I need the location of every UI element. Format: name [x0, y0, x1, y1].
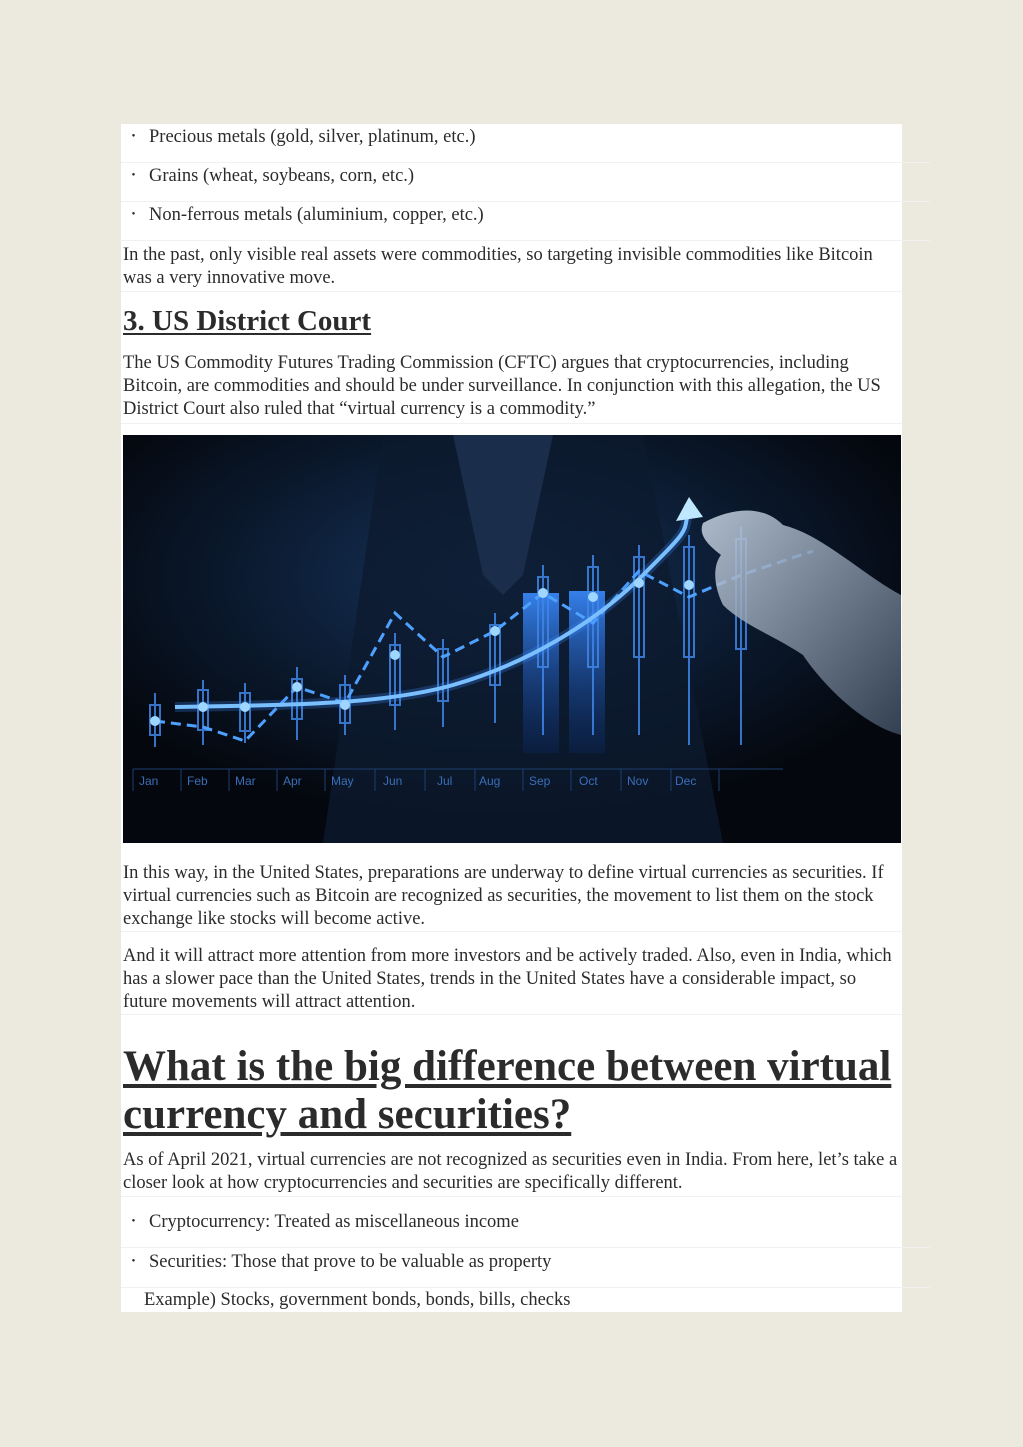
section-heading: 3. US District Court	[123, 305, 372, 337]
list-item: ･ Precious metals (gold, silver, platinum, etc.)	[121, 126, 930, 163]
paragraph: As of April 2021, virtual currencies are not recognized as securities even in India. From here, let’s take a closer look at how cryptocurrencies and securities are specifically different.	[121, 1149, 902, 1197]
bullet-icon: ･	[130, 1255, 137, 1270]
paragraph: In this way, in the United States, preparations are underway to define virtual currencies as securities. If virtual currencies such as Bitcoin are recognized as securities, the movement to list them on the stock exchange like stocks will become active.	[121, 862, 902, 932]
bullet-icon: ･	[130, 1215, 137, 1230]
bullet-icon: ･	[130, 130, 137, 145]
month-label: Sep	[529, 774, 551, 788]
month-label: Apr	[283, 774, 302, 788]
month-label: Aug	[479, 774, 501, 788]
month-label: Dec	[675, 774, 697, 788]
month-label: Feb	[187, 774, 208, 788]
list-item: ･ Cryptocurrency: Treated as miscellaneous income	[121, 1211, 930, 1248]
month-label: May	[331, 774, 354, 788]
month-label: Jun	[383, 774, 403, 788]
list-item: ･ Non-ferrous metals (aluminium, copper, etc.)	[121, 204, 930, 241]
paragraph: And it will attract more attention from more investors and be actively traded. Also, even in India, which has a slower pace than the United States, trends in the United States have a considerable impact, so future movements will attract attention.	[121, 945, 902, 1015]
list-item: ･ Grains (wheat, soybeans, corn, etc.)	[121, 165, 930, 202]
month-label: Mar	[235, 774, 256, 788]
month-label: Jul	[437, 774, 453, 788]
bullet-icon: ･	[130, 208, 137, 223]
list-item: ･ Securities: Those that prove to be valuable as property	[121, 1251, 930, 1288]
bullet-icon: ･	[130, 169, 137, 184]
rising-chart-image	[123, 435, 901, 843]
chart-illustration	[123, 435, 901, 843]
section-heading: What is the big difference between virtual currency and securities?	[123, 1043, 892, 1138]
example-text: Example) Stocks, government bonds, bonds, bills, checks	[144, 1290, 571, 1310]
document-page	[121, 124, 902, 1312]
month-label: Oct	[579, 774, 598, 788]
month-label: Jan	[139, 774, 159, 788]
paragraph: The US Commodity Futures Trading Commission (CFTC) argues that cryptocurrencies, including Bitcoin, are commodities and should be under surveillance. In conjunction with this allegation, the US District Court also ruled that “virtual currency is a commodity.”	[121, 352, 902, 424]
paragraph: In the past, only visible real assets were commodities, so targeting invisible commodities like Bitcoin was a very innovative move.	[121, 244, 902, 292]
month-label: Nov	[627, 774, 649, 788]
